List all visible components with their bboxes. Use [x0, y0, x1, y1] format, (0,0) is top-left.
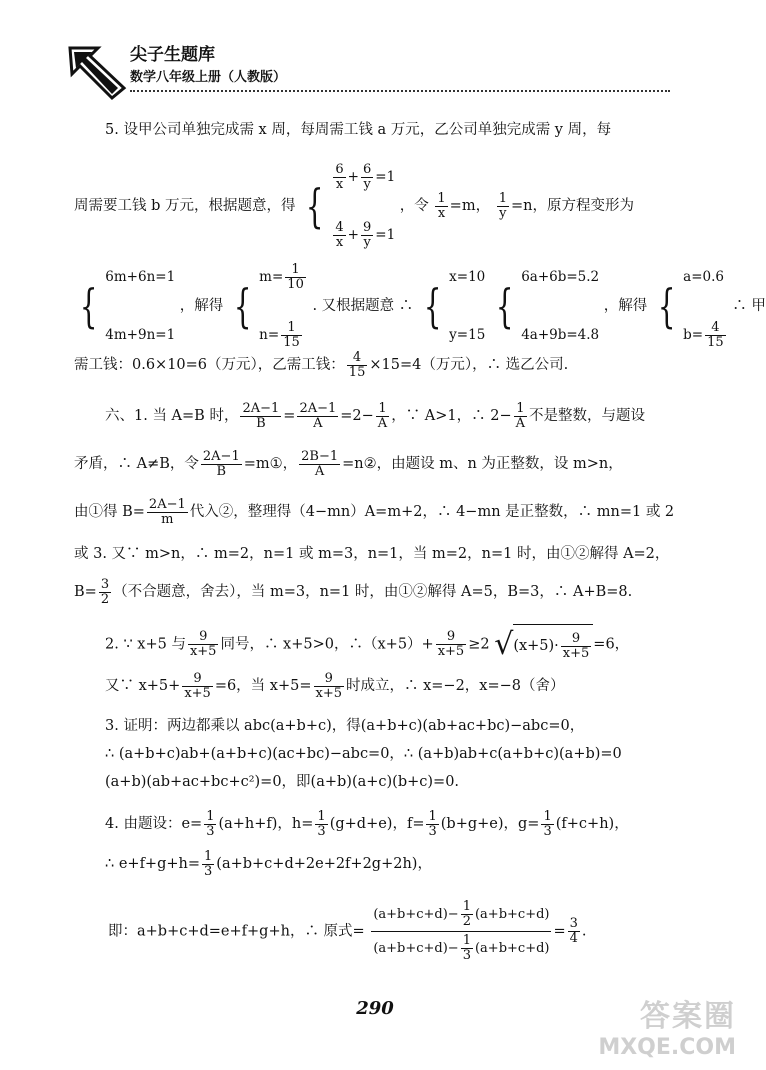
page-number: 290	[356, 998, 394, 1019]
system-ab: { 6a+6b=5.2 4a+9b=4.8	[495, 269, 600, 343]
q2-line-1: 2. ∵ x+5 与 $\frac{9}{x+5}$ 同号，∴ x+5>0，∴（x+5）+ $\frac{9}{x+5}$ ≥2 √ (x+5)· $\frac{9}{x+5}$ =6，	[105, 624, 629, 665]
text: 周需要工钱 b 万元，根据题意，得	[74, 198, 296, 214]
q4-line-1: 4. 由题设：e= $\frac{1}{3}$ (a+h+f)，h= $\frac{1}{3}$ (g+d+e)，f= $\frac{1}{3}$ (b+g+e)，g= $\frac{1}{3}$ (f+c+h)，	[105, 808, 629, 839]
text: 需工钱：0.6×10=6（万元），乙需工钱：	[74, 357, 345, 373]
book-subtitle: 数学八年级上册（人教版）	[130, 70, 287, 85]
s6-line-1: 六、1. 当 A=B 时， $\frac{2A-1}{B}$ = $\frac{2A-1}{A}$ =2− $\frac{1}{A}$ ，∵ A>1，∴ 2− $\frac{1}{A}$ 不是整数，与题设	[105, 400, 646, 431]
q3-line-2: ∴ (a+b+c)ab+(a+b+c)(ac+bc)−abc=0，∴ (a+b)ab+c(a+b+c)(a+b)=0	[105, 746, 622, 762]
s6-line-3: 由①得 B= $\frac{2A-1}{m}$ 代入②，整理得（4−mn）A=m+2，∴ 4−mn 是正整数，∴ mn=1 或 2	[74, 496, 675, 527]
system-xy: { x=10 y=15	[423, 269, 486, 343]
q5-line-3	[74, 252, 766, 360]
q5-line-1: 5. 设甲公司单独完成需 x 周，每周需工钱 a 万元，乙公司单独完成需 y 周，每	[105, 122, 612, 138]
text: ∴ 甲	[732, 298, 766, 314]
book-title: 尖子生题库	[130, 45, 215, 65]
q4-line-2: ∴ e+f+g+h= $\frac{1}{3}$ (a+b+c+d+2e+2f+2g+2h)，	[105, 848, 432, 879]
fraction: $\frac{1}{x}$	[437, 190, 446, 221]
s6-line-5: B= $\frac{3}{2}$ （不合题意，舍去），当 m=3，n=1 时，由①②解得 A=5，B=3，∴ A+B=8.	[74, 576, 633, 607]
brace: {	[305, 179, 324, 233]
watermark-line-2: MXQE.COM	[598, 1035, 736, 1060]
solution-ab: { a=0.6 b= $\frac{4}{15}$	[657, 269, 724, 350]
text: =n，原方程变形为	[510, 198, 634, 214]
q5-line-2	[74, 152, 634, 260]
text: . 又根据题意 ∴	[312, 298, 414, 314]
text: ，解得	[179, 298, 224, 314]
system-b: { 6m+6n=1 4m+9n=1	[79, 269, 176, 343]
system-a: { $\frac{6}{x}$ + $\frac{6}{y}$ =1 $\frac{4}{x}$ + $\frac{9}{y}$ =1	[305, 162, 396, 250]
fraction: $\frac{1}{y}$	[498, 190, 507, 221]
s6-line-2: 矛盾，∴ A≠B，令 $\frac{2A-1}{B}$ =m①， $\frac{2B-1}{A}$ =n②，由题设 m、n 为正整数，设 m>n，	[74, 448, 623, 479]
watermark-line-1: 答案圈	[640, 999, 736, 1034]
header-divider	[130, 90, 670, 92]
q3-line-1: 3. 证明：两边都乘以 abc(a+b+c)，得(a+b+c)(ab+ac+bc)−abc=0，	[105, 718, 585, 734]
solution-mn: { m= $\frac{1}{10}$ n= $\frac{1}{15}$	[233, 262, 304, 350]
text: =m，	[449, 198, 491, 214]
s6-line-4: 或 3. 又∵ m>n，∴ m=2，n=1 或 m=3，n=1，当 m=2，n=1 时，由①②解得 A=2，	[74, 546, 670, 562]
q2-line-2: 又∵ x+5+ $\frac{9}{x+5}$ =6，当 x+5= $\frac{9}{x+5}$ 时成立，∴ x=−2，x=−8（舍）	[105, 670, 565, 701]
text: ×15=4（万元），∴ 选乙公司.	[369, 357, 569, 373]
q3-line-3: (a+b)(ab+ac+bc+c²)=0，即(a+b)(a+c)(b+c)=0.	[105, 774, 460, 790]
big-fraction: (a+b+c+d)− $\frac{1}{2}$ (a+b+c+d) (a+b+c+d)− $\frac{1}{3}$ (a+b+c+d)	[373, 899, 550, 963]
page-header	[68, 36, 668, 96]
q5-line-4	[74, 348, 568, 382]
watermark	[598, 991, 736, 1060]
arrow-logo-icon	[68, 44, 126, 100]
text: ，令	[399, 198, 429, 214]
square-root: √ (x+5)· $\frac{9}{x+5}$	[494, 624, 593, 665]
fraction: $\frac{4}{15}$	[348, 349, 366, 380]
text: ，解得	[603, 298, 648, 314]
q4-line-3: 即：a+b+c+d=e+f+g+h，∴ 原式= (a+b+c+d)− $\frac{1}{2}$ (a+b+c+d) (a+b+c+d)− $\frac{1}{3}$ (a+b+c+d) = $\frac{3}{4}$ .	[108, 899, 587, 963]
